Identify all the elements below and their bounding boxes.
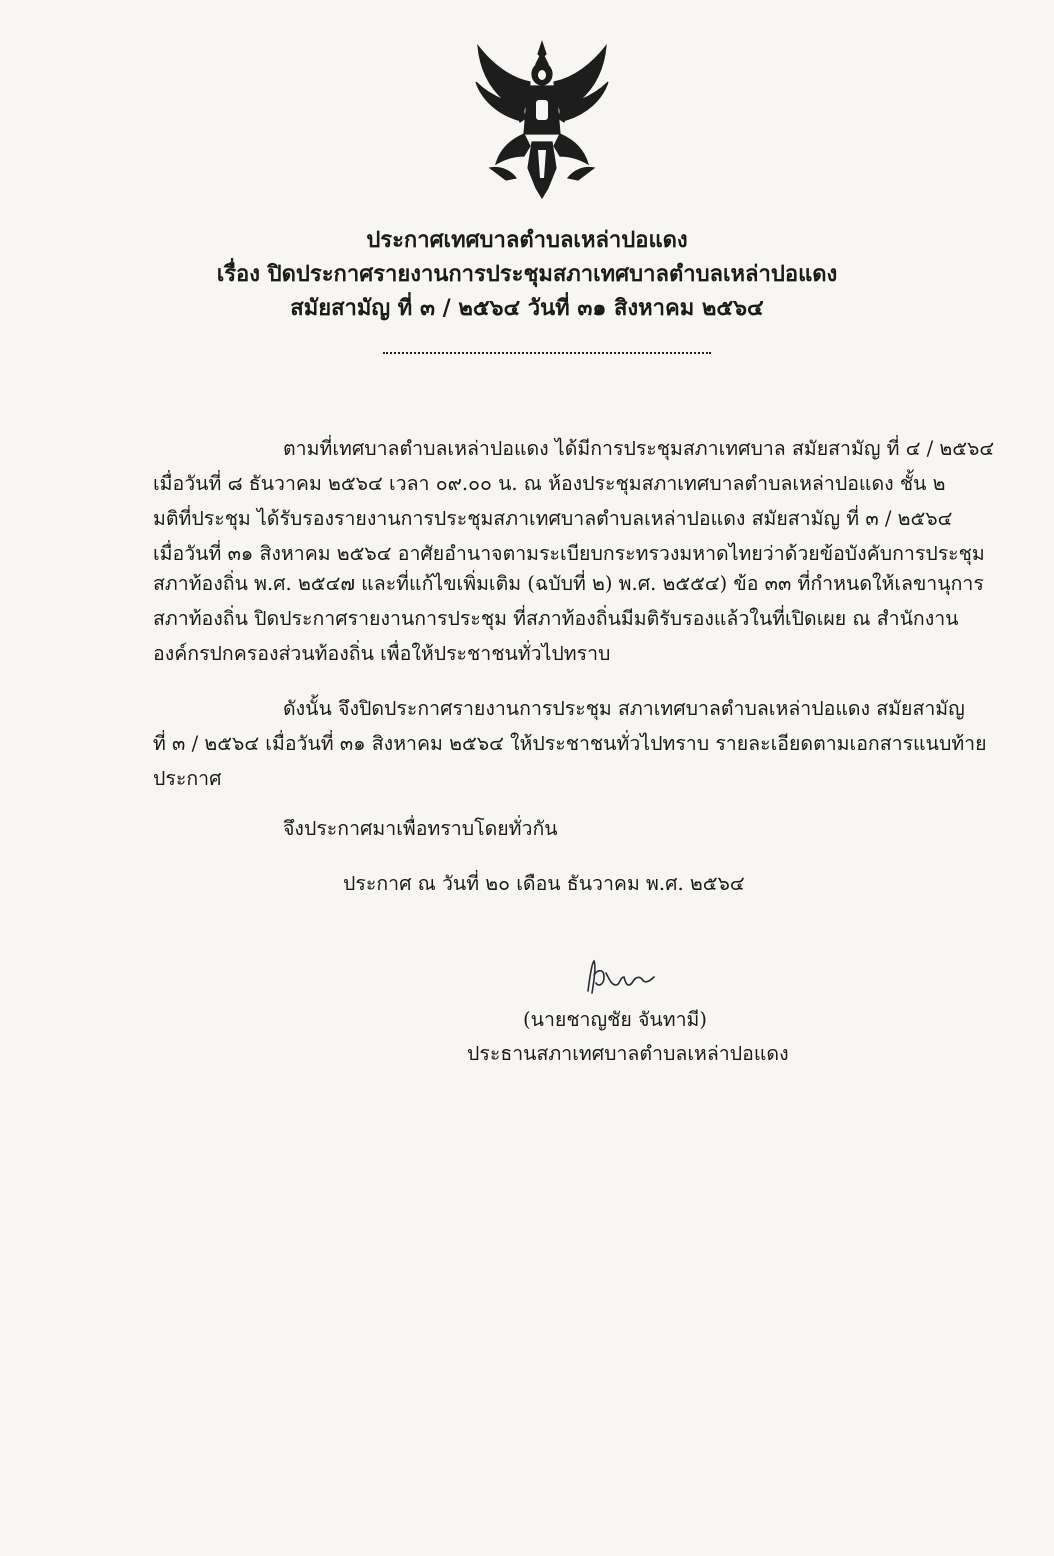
announcement-date: ประกาศ ณ วันที่ ๒๐ เดือน ธันวาคม พ.ศ. ๒๕๖๔ xyxy=(343,872,745,895)
signature-mark xyxy=(580,955,664,999)
paragraph-line: ที่ ๓ / ๒๕๖๔ เมื่อวันที่ ๓๑ สิงหาคม ๒๕๖๔ ให้ประชาชนทั่วไปทราบ รายละเอียดตามเอกสารแนบท้าย xyxy=(153,732,987,755)
paragraph-line: สภาท้องถิ่น ปิดประกาศรายงานการประชุม ที่สภาท้องถิ่นมีมติรับรองแล้วในที่เปิดเผย ณ สำนักงาน xyxy=(153,607,959,630)
dotted-divider xyxy=(383,352,711,354)
signatory-title: ประธานสภาเทศบาลตำบลเหล่าปอแดง xyxy=(467,1042,789,1065)
paragraph-line: เมื่อวันที่ ๓๑ สิงหาคม ๒๕๖๔ อาศัยอำนาจตามระเบียบกระทรวงมหาดไทยว่าด้วยข้อบังคับการประชุม xyxy=(153,542,985,565)
announcement-subject: เรื่อง ปิดประกาศรายงานการประชุมสภาเทศบาลตำบลเหล่าปอแดง xyxy=(216,261,838,287)
garuda-emblem xyxy=(470,38,614,200)
announcement-title: ประกาศเทศบาลตำบลเหล่าปอแดง xyxy=(366,227,688,253)
paragraph-line: ดังนั้น จึงปิดประกาศรายงานการประชุม สภาเทศบาลตำบลเหล่าปอแดง สมัยสามัญ xyxy=(283,697,965,720)
signatory-name: (นายชาญชัย จันทามี) xyxy=(523,1008,707,1031)
paragraph-line: สภาท้องถิ่น พ.ศ. ๒๕๔๗ และที่แก้ไขเพิ่มเติม (ฉบับที่ ๒) พ.ศ. ๒๕๕๔) ข้อ ๓๓ ที่กำหนดให้เลขานุการ xyxy=(153,572,984,595)
paragraph-line: ประกาศ xyxy=(153,767,222,790)
paragraph-line: ตามที่เทศบาลตำบลเหล่าปอแดง ได้มีการประชุมสภาเทศบาล สมัยสามัญ ที่ ๔ / ๒๕๖๔ xyxy=(283,437,995,460)
closing-line: จึงประกาศมาเพื่อทราบโดยทั่วกัน xyxy=(283,817,558,840)
paragraph-line: เมื่อวันที่ ๘ ธันวาคม ๒๕๖๔ เวลา ๐๙.๐๐ น. ณ ห้องประชุมสภาเทศบาลตำบลเหล่าปอแดง ชั้น ๒ xyxy=(153,472,946,495)
paragraph-line: มติที่ประชุม ได้รับรองรายงานการประชุมสภาเทศบาลตำบลเหล่าปอแดง สมัยสามัญ ที่ ๓ / ๒๕๖๔ xyxy=(153,507,953,530)
paragraph-line: องค์กรปกครองส่วนท้องถิ่น เพื่อให้ประชาชนทั่วไปทราบ xyxy=(153,642,611,665)
session-line: สมัยสามัญ ที่ ๓ / ๒๕๖๔ วันที่ ๓๑ สิงหาคม ๒๕๖๔ xyxy=(290,295,764,321)
